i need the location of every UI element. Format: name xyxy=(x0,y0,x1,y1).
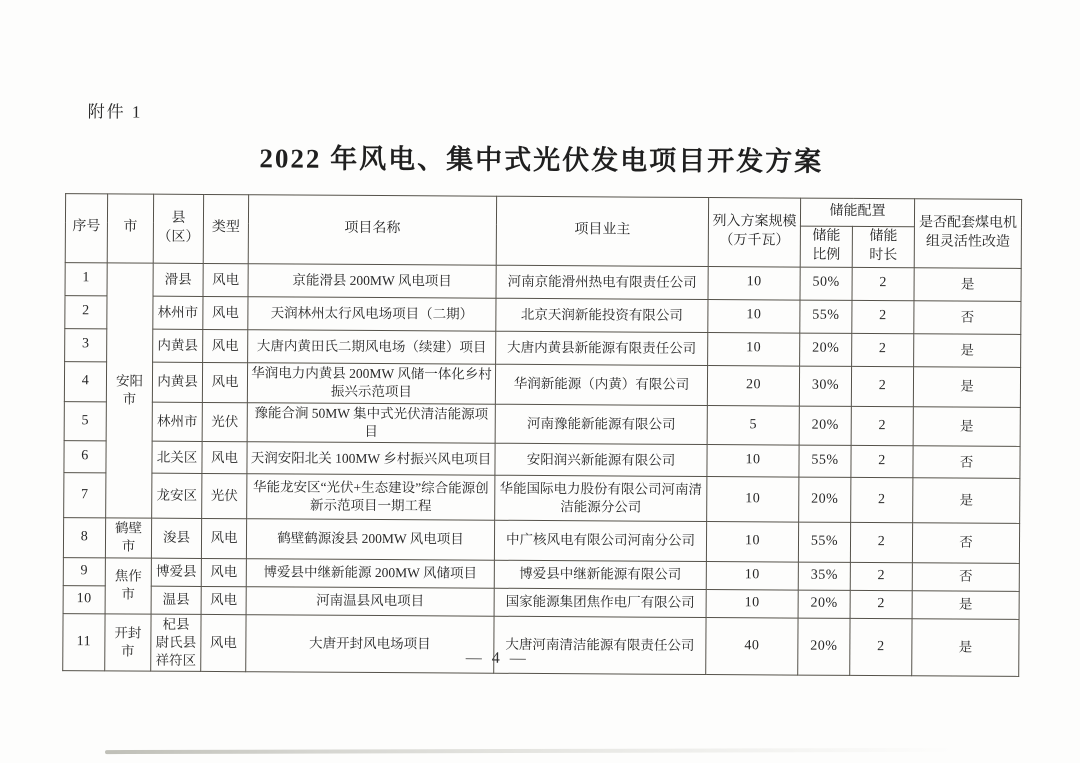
cell-project-owner: 大唐内黄县新能源有限责任公司 xyxy=(496,331,708,365)
header-coal-flex: 是否配套煤电机 组灵活性改造 xyxy=(914,199,1021,268)
cell-storage-duration: 2 xyxy=(851,478,913,523)
cell-type: 风电 xyxy=(203,296,248,329)
header-project-owner: 项目业主 xyxy=(496,196,708,266)
cell-storage-duration: 2 xyxy=(851,446,913,478)
cell-project-owner: 国家能源集团焦作电厂有限公司 xyxy=(494,588,706,617)
cell-storage-ratio: 50% xyxy=(800,267,852,300)
header-row-1 xyxy=(65,194,1021,228)
header-scale: 列入方案规模 （万千瓦） xyxy=(708,198,800,267)
table-row xyxy=(64,401,1020,446)
cell-coal-flex: 否 xyxy=(912,562,1019,591)
header-index: 序号 xyxy=(65,194,107,263)
document-title: 2022 年风电、集中式光伏发电项目开发方案 xyxy=(259,143,824,177)
header-storage-duration: 储能 时长 xyxy=(852,226,914,267)
cell-project-name: 天润安阳北关 100MW 乡村振兴风电项目 xyxy=(247,442,495,476)
cell-index: 3 xyxy=(65,328,107,361)
cell-scale: 10 xyxy=(706,522,798,562)
cell-project-name: 大唐开封风电场项目 xyxy=(246,614,494,673)
cell-scale: 10 xyxy=(708,266,800,300)
cell-storage-ratio: 20% xyxy=(798,590,850,618)
projects-table xyxy=(62,193,1022,677)
cell-storage-duration: 2 xyxy=(852,267,914,300)
cell-index: 11 xyxy=(63,613,105,671)
cell-scale: 10 xyxy=(707,445,799,478)
cell-storage-ratio: 20% xyxy=(800,333,852,366)
cell-county: 内黄县 xyxy=(153,329,203,362)
cell-index: 10 xyxy=(63,585,105,613)
cell-county: 北关区 xyxy=(152,441,202,473)
cell-project-name: 京能滑县 200MW 风电项目 xyxy=(248,263,496,298)
cell-index: 2 xyxy=(65,295,107,328)
cell-type: 风电 xyxy=(201,558,246,586)
cell-storage-ratio: 20% xyxy=(799,477,851,522)
cell-scale: 40 xyxy=(706,617,798,675)
cell-scale: 10 xyxy=(706,589,798,618)
cell-coal-flex: 否 xyxy=(912,523,1019,563)
cell-storage-duration: 2 xyxy=(850,590,912,618)
cell-project-name: 博爱县中继新能源 200MW 风储项目 xyxy=(246,558,494,588)
cell-city: 焦作市 xyxy=(105,558,151,614)
cell-storage-ratio: 55% xyxy=(800,300,852,333)
cell-coal-flex: 是 xyxy=(913,478,1020,524)
cell-storage-duration: 2 xyxy=(851,406,913,446)
table-row xyxy=(63,518,1019,563)
cell-type: 光伏 xyxy=(202,402,247,442)
cell-scale: 20 xyxy=(707,365,799,406)
cell-county: 博爱县 xyxy=(151,558,201,586)
cell-city: 安阳市 xyxy=(106,263,154,519)
cell-storage-duration: 2 xyxy=(850,523,912,563)
cell-county: 林州市 xyxy=(153,296,203,329)
cell-scale: 10 xyxy=(706,561,798,590)
attachment-label: 附件 1 xyxy=(87,102,143,122)
cell-project-name: 天润林州太行风电场项目（二期） xyxy=(248,296,496,331)
cell-type: 风电 xyxy=(203,329,248,362)
cell-coal-flex: 否 xyxy=(914,301,1021,335)
cell-type: 风电 xyxy=(202,362,247,402)
cell-project-owner: 中广核风电有限公司河南分公司 xyxy=(494,520,706,561)
cell-project-owner: 博爱县中继新能源有限公司 xyxy=(494,560,706,589)
cell-storage-duration: 2 xyxy=(852,333,914,366)
cell-index: 4 xyxy=(64,361,106,401)
cell-project-owner: 华润新能源（内黄）有限公司 xyxy=(495,364,707,405)
cell-city: 开封市 xyxy=(105,614,151,672)
cell-project-owner: 大唐河南清洁能源有限责任公司 xyxy=(494,616,706,675)
cell-city: 鹤壁市 xyxy=(105,518,151,558)
table-row xyxy=(64,473,1020,524)
cell-county: 杞县 尉氏县 祥符区 xyxy=(151,614,201,672)
cell-project-name: 河南温县风电项目 xyxy=(246,586,494,616)
cell-project-name: 大唐内黄田氏二期风电场（续建）项目 xyxy=(248,329,496,364)
cell-project-owner: 北京天润新能投资有限公司 xyxy=(496,298,708,332)
cell-project-name: 华能龙安区“光伏+生态建设”综合能源创新示范项目一期工程 xyxy=(247,474,495,521)
cell-coal-flex: 是 xyxy=(913,367,1020,408)
cell-scale: 10 xyxy=(708,299,800,333)
cell-index: 1 xyxy=(65,262,107,295)
cell-storage-ratio: 35% xyxy=(798,562,850,590)
cell-storage-ratio: 20% xyxy=(799,406,851,446)
cell-scale: 5 xyxy=(707,405,799,445)
header-project-name: 项目名称 xyxy=(248,195,496,265)
cell-storage-duration: 2 xyxy=(850,618,912,676)
cell-coal-flex: 是 xyxy=(914,334,1021,368)
cell-index: 7 xyxy=(64,473,106,518)
cell-county: 内黄县 xyxy=(152,362,202,402)
cell-project-owner: 华能国际电力股份有限公司河南清洁能源分公司 xyxy=(495,475,707,521)
cell-storage-duration: 2 xyxy=(851,366,913,406)
cell-storage-duration: 2 xyxy=(852,300,914,333)
cell-index: 6 xyxy=(64,441,106,473)
header-storage-config: 储能配置 xyxy=(800,198,914,227)
cell-type: 风电 xyxy=(201,614,246,672)
cell-index: 5 xyxy=(64,401,106,441)
cell-project-name: 鹤壁鹤源浚县 200MW 风电项目 xyxy=(246,519,494,560)
cell-project-name: 华润电力内黄县 200MW 风储一体化乡村振兴示范项目 xyxy=(247,362,495,404)
cell-coal-flex: 是 xyxy=(912,590,1019,619)
header-type: 类型 xyxy=(203,194,248,263)
cell-storage-ratio: 55% xyxy=(799,445,851,477)
table-row xyxy=(64,361,1020,407)
cell-county: 温县 xyxy=(151,586,201,614)
cell-storage-ratio: 20% xyxy=(798,618,850,676)
cell-coal-flex: 是 xyxy=(914,268,1021,302)
cell-scale: 10 xyxy=(708,332,800,366)
header-storage-ratio: 储能 比例 xyxy=(800,226,852,267)
cell-type: 风电 xyxy=(203,263,248,296)
page-number: — 4 — xyxy=(465,649,529,667)
cell-project-name: 豫能合涧 50MW 集中式光伏清洁能源项目 xyxy=(247,402,495,443)
cell-index: 9 xyxy=(63,557,105,585)
cell-type: 光伏 xyxy=(202,474,247,519)
cell-project-owner: 安阳润兴新能源有限公司 xyxy=(495,443,707,476)
cell-storage-ratio: 30% xyxy=(799,366,851,406)
cell-county: 滑县 xyxy=(153,263,203,296)
cell-county: 浚县 xyxy=(151,518,201,558)
cell-index: 8 xyxy=(63,518,105,558)
cell-type: 风电 xyxy=(201,586,246,614)
cell-county: 林州市 xyxy=(152,402,202,442)
header-city: 市 xyxy=(107,194,153,263)
cell-county: 龙安区 xyxy=(152,473,202,518)
cell-storage-ratio: 55% xyxy=(798,522,850,562)
cell-type: 风电 xyxy=(202,442,247,474)
cell-type: 风电 xyxy=(201,519,246,559)
cell-coal-flex: 是 xyxy=(912,618,1019,676)
cell-project-owner: 河南豫能新能源有限公司 xyxy=(495,404,707,445)
cell-storage-duration: 2 xyxy=(850,562,912,590)
header-county: 县（区） xyxy=(153,194,203,263)
cell-scale: 10 xyxy=(707,477,799,523)
cell-coal-flex: 是 xyxy=(913,407,1020,447)
cell-coal-flex: 否 xyxy=(913,446,1020,479)
cell-project-owner: 河南京能滑州热电有限责任公司 xyxy=(496,265,708,299)
